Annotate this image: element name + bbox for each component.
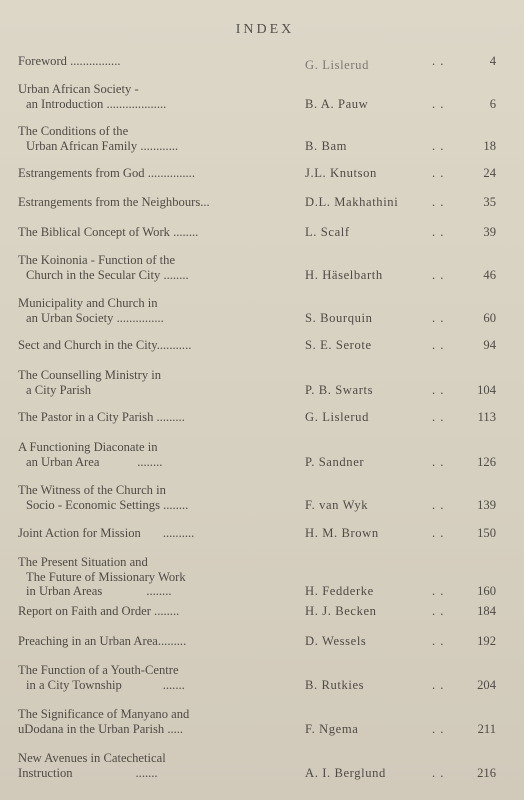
index-entry — [18, 751, 496, 780]
entry-author: D.L. Makhathini — [305, 195, 399, 209]
entry-title-cont: an Urban Area ........ — [26, 454, 163, 469]
index-entry — [18, 604, 496, 619]
entry-title: The Counselling Ministry in — [18, 368, 162, 382]
entry-title: The Significance of Manyano and — [18, 707, 190, 721]
entry-leader: . . — [432, 526, 445, 540]
entry-author: F. Ngema — [305, 721, 359, 736]
entry-author: G. Lislerud — [305, 58, 369, 72]
entry-leader: . . — [432, 310, 445, 325]
entry-author: L. Scalf — [305, 225, 350, 239]
entry-author: A. I. Berglund — [305, 765, 386, 780]
entry-title-cont: Urban African Family ............ — [26, 138, 179, 153]
entry-author: H. Häselbarth — [305, 267, 383, 282]
index-entry — [18, 54, 496, 72]
index-entry — [18, 707, 496, 736]
entry-page: 104 — [477, 382, 496, 397]
entry-title: Estrangements from the Neighbours... — [18, 195, 210, 209]
index-entry — [18, 225, 496, 240]
entry-author: H. J. Becken — [305, 604, 377, 618]
entry-title: The Function of a Youth-Centre — [18, 663, 179, 677]
entry-page: 6 — [489, 96, 496, 111]
entry-leader: . . — [432, 267, 445, 282]
entry-leader: . . — [432, 497, 445, 512]
entry-author: H. M. Brown — [305, 526, 379, 540]
entry-page: 160 — [477, 584, 496, 598]
entry-page: 150 — [477, 526, 496, 540]
entry-title: New Avenues in Catechetical — [18, 751, 166, 765]
entry-page: 18 — [483, 138, 496, 153]
entry-page: 4 — [489, 54, 496, 68]
entry-title-cont: Socio - Economic Settings ........ — [26, 497, 189, 512]
entry-page: 126 — [477, 454, 496, 469]
entry-leader: . . — [432, 604, 445, 618]
entry-author: G. Lislerud — [305, 410, 369, 424]
entry-author: S. E. Serote — [305, 338, 372, 352]
index-entry — [18, 368, 496, 397]
index-entry — [18, 124, 496, 153]
index-entry — [18, 195, 496, 210]
index-entry — [18, 440, 496, 469]
entry-page: 39 — [483, 225, 496, 239]
entry-title: The Conditions of the — [18, 124, 129, 138]
entry-title: Urban African Society - — [18, 82, 139, 96]
entry-author: B. A. Pauw — [305, 96, 369, 111]
index-entry — [18, 526, 496, 541]
entry-leader: . . — [432, 54, 445, 68]
entry-page: 60 — [483, 310, 496, 325]
entry-title-cont: Church in the Secular City ........ — [26, 267, 189, 282]
entry-leader: . . — [432, 454, 445, 469]
entry-title-cont: uDodana in the Urban Parish ..... — [18, 721, 184, 736]
entry-author: H. Fedderke — [305, 584, 374, 598]
entry-leader: . . — [432, 338, 445, 352]
index-entry — [18, 634, 496, 649]
entry-page: 24 — [483, 166, 496, 180]
entry-author: J.L. Knutson — [305, 166, 377, 180]
entry-page: 211 — [477, 721, 496, 736]
entry-title: Preaching in an Urban Area......... — [18, 634, 187, 648]
index-entry — [18, 555, 496, 599]
index-heading: INDEX — [235, 22, 295, 37]
entry-leader: . . — [432, 96, 445, 111]
entry-author: S. Bourquin — [305, 310, 373, 325]
entry-title: The Present Situation and — [18, 555, 148, 569]
entry-author: P. Sandner — [305, 454, 365, 469]
entry-title-cont: a City Parish — [26, 382, 92, 397]
index-entry — [18, 166, 496, 181]
entry-author: P. B. Swarts — [305, 382, 374, 397]
entry-title: Sect and Church in the City........... — [18, 338, 192, 352]
entry-page: 216 — [477, 765, 496, 780]
entry-title-cont: The Future of Missionary Work — [26, 569, 186, 584]
entry-title: The Pastor in a City Parish ......... — [18, 410, 185, 424]
entry-title: Foreword ................ — [18, 54, 121, 68]
index-entry — [18, 296, 496, 325]
index-entry — [18, 82, 496, 111]
entry-page: 94 — [483, 338, 496, 352]
index-entry — [18, 253, 496, 282]
entry-leader: . . — [432, 166, 445, 180]
entry-page: 113 — [477, 410, 496, 424]
entry-title-cont: an Introduction ................... — [26, 96, 167, 111]
entry-title-cont: Instruction ....... — [18, 765, 158, 780]
entry-leader: . . — [432, 634, 445, 648]
entry-leader: . . — [432, 138, 445, 153]
entry-page: 184 — [477, 604, 496, 618]
index-entry — [18, 663, 496, 692]
entry-title: Report on Faith and Order ........ — [18, 604, 180, 618]
entry-title-cont: in a City Township ....... — [26, 677, 185, 692]
entry-leader: . . — [432, 410, 445, 424]
entry-title: The Biblical Concept of Work ........ — [18, 225, 199, 239]
entry-title: The Koinonia - Function of the — [18, 253, 176, 267]
entry-title: A Functioning Diaconate in — [18, 440, 158, 454]
entry-author: D. Wessels — [305, 634, 367, 648]
index-entry — [18, 410, 496, 425]
entry-page: 192 — [477, 634, 496, 648]
entry-author: B. Bam — [305, 138, 348, 153]
entry-leader: . . — [432, 721, 445, 736]
entry-author: F. van Wyk — [305, 497, 369, 512]
entry-author: B. Rutkies — [305, 677, 365, 692]
entry-title-cont: an Urban Society ............... — [26, 310, 164, 325]
entry-leader: . . — [432, 195, 445, 209]
entry-title-cont: in Urban Areas ........ — [26, 584, 172, 598]
entry-page: 35 — [483, 195, 496, 209]
entry-page: 204 — [477, 677, 496, 692]
entry-title: Municipality and Church in — [18, 296, 158, 310]
entry-page: 139 — [477, 497, 496, 512]
entry-title: Estrangements from God ............... — [18, 166, 195, 180]
index-entry — [18, 483, 496, 512]
entry-title: Joint Action for Mission .......... — [18, 526, 195, 540]
entry-title: The Witness of the Church in — [18, 483, 166, 497]
entry-leader: . . — [432, 765, 445, 780]
entry-leader: . . — [432, 584, 445, 598]
entry-page: 46 — [483, 267, 496, 282]
entry-leader: . . — [432, 225, 445, 239]
entry-leader: . . — [432, 382, 445, 397]
entry-leader: . . — [432, 677, 445, 692]
index-entry — [18, 338, 496, 353]
